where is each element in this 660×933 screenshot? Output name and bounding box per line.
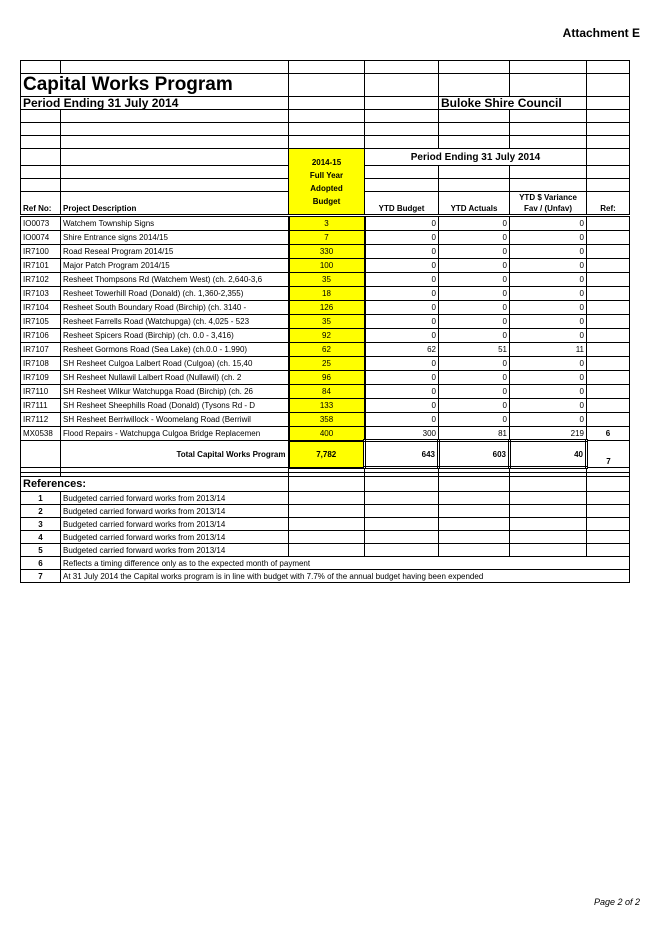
ytd-budget-cell: 0 [365,216,439,231]
ytd-budget-cell: 0 [365,231,439,245]
budget-cell: 330 [289,245,365,259]
variance-cell: 0 [510,413,587,427]
table-cell [439,477,510,492]
variance-cell: 0 [510,399,587,413]
description-cell: Major Patch Program 2014/15 [61,259,289,273]
total-label: Total Capital Works Program [61,441,289,468]
table-cell [439,531,510,544]
ytd-budget-cell: 0 [365,301,439,315]
table-cell [587,492,630,505]
ref-no-cell: IR7109 [21,371,61,385]
table-cell [289,518,365,531]
table-cell [510,518,587,531]
ref-no-cell: IR7110 [21,385,61,399]
reference-row [21,570,630,583]
ytd-budget-cell: 62 [365,343,439,357]
variance-cell: 219 [510,427,587,441]
ref-no-header: Ref No: [21,192,61,216]
table-cell [587,544,630,557]
reference-number: 6 [21,557,61,570]
description-cell: SH Resheet Nullawil Lalbert Road (Nullawil) (ch. 2 [61,371,289,385]
variance-cell: 11 [510,343,587,357]
description-cell: Resheet Gormons Road (Sea Lake) (ch.0.0 - 1.990) [61,343,289,357]
ytd-actuals-cell: 81 [439,427,510,441]
ytd-actuals-cell: 0 [439,273,510,287]
ref-no-cell: IR7101 [21,259,61,273]
variance-cell: 0 [510,329,587,343]
variance-cell: 0 [510,245,587,259]
table-row [21,399,630,413]
description-cell: SH Resheet Culgoa Lalbert Road (Culgoa) (ch. 15,40 [61,357,289,371]
ref-cell: 6 [587,427,630,441]
variance-cell: 0 [510,216,587,231]
period-header: Period Ending 31 July 2014 [365,149,587,166]
ref-no-cell: IR7111 [21,399,61,413]
reference-text: Budgeted carried forward works from 2013/14 [61,531,289,544]
table-cell [510,477,587,492]
table-row [21,301,630,315]
ytd-actuals-cell: 51 [439,343,510,357]
ref-no-cell: IO0074 [21,231,61,245]
reference-row [21,557,630,570]
ref-no-cell: IR7104 [21,301,61,315]
ytd-budget-cell: 0 [365,413,439,427]
council-name: Buloke Shire Council [439,97,587,110]
description-cell: Road Reseal Program 2014/15 [61,245,289,259]
table-row [21,231,630,245]
reference-text: Budgeted carried forward works from 2013/14 [61,505,289,518]
reference-text: Reflects a timing difference only as to the expected month of payment [61,557,630,570]
ytd-budget-cell: 300 [365,427,439,441]
reference-number: 2 [21,505,61,518]
table-row [21,385,630,399]
page-title: Capital Works Program [21,74,289,97]
description-cell: Flood Repairs - Watchupga Culgoa Bridge Replacemen [61,427,289,441]
variance-cell: 0 [510,357,587,371]
ref-no-cell: IR7112 [21,413,61,427]
ref-cell [587,245,630,259]
ytd-actuals-cell: 0 [439,216,510,231]
ytd-budget-cell: 0 [365,259,439,273]
ytd-actuals-cell: 0 [439,385,510,399]
table-cell [510,505,587,518]
description-cell: SH Resheet Berriwillock - Woomelang Road (Berriwil [61,413,289,427]
table-row [21,315,630,329]
ref-header: Ref: [587,192,630,216]
description-cell: Shire Entrance signs 2014/15 [61,231,289,245]
page-footer: Page 2 of 2 [593,897,640,907]
ytd-budget-cell: 0 [365,329,439,343]
ytd-actuals-cell: 0 [439,399,510,413]
table-cell [289,531,365,544]
budget-cell: 92 [289,329,365,343]
budget-cell: 62 [289,343,365,357]
ytd-actuals-cell: 0 [439,413,510,427]
ref-no-cell: IR7103 [21,287,61,301]
ytd-budget-header: YTD Budget [365,192,439,216]
variance-cell: 0 [510,371,587,385]
budget-cell: 7 [289,231,365,245]
table-cell [21,441,61,468]
table-row [21,287,630,301]
budget-header: 2014-15 Full Year Adopted Budget [289,149,365,216]
table-cell [439,492,510,505]
table-cell [439,518,510,531]
period-label: Period Ending 31 July 2014 [21,97,289,110]
table-row [21,329,630,343]
ref-cell [587,273,630,287]
table-row [21,427,630,441]
ytd-actuals-cell: 0 [439,357,510,371]
description-cell: Resheet South Boundary Road (Birchip) (ch. 3140 - [61,301,289,315]
reference-row [21,505,630,518]
table-cell [365,492,439,505]
ytd-actuals-cell: 0 [439,245,510,259]
variance-cell: 0 [510,287,587,301]
reference-number: 1 [21,492,61,505]
ytd-actuals-cell: 0 [439,287,510,301]
table-cell [365,531,439,544]
table-cell [365,544,439,557]
ref-cell [587,399,630,413]
ref-no-cell: IR7105 [21,315,61,329]
variance-cell: 0 [510,273,587,287]
ref-no-cell: IO0073 [21,216,61,231]
table-cell [365,505,439,518]
ytd-budget-cell: 0 [365,357,439,371]
ref-cell [587,357,630,371]
budget-cell: 96 [289,371,365,385]
budget-cell: 126 [289,301,365,315]
description-cell: Resheet Farrells Road (Watchupga) (ch. 4,025 - 523 [61,315,289,329]
ytd-budget-cell: 0 [365,245,439,259]
ref-cell [587,301,630,315]
table-cell [587,477,630,492]
total-variance: 40 [510,441,587,468]
ytd-actuals-cell: 0 [439,301,510,315]
reference-number: 4 [21,531,61,544]
ref-no-cell: IR7108 [21,357,61,371]
capital-works-table [20,60,630,583]
variance-header: YTD $ Variance Fav / (Unfav) [510,192,587,216]
ref-cell [587,315,630,329]
ref-no-cell: MX0538 [21,427,61,441]
budget-cell: 84 [289,385,365,399]
ref-no-cell: IR7107 [21,343,61,357]
total-budget: 7,782 [289,441,365,468]
total-row [21,441,630,468]
ref-no-cell: IR7106 [21,329,61,343]
budget-cell: 3 [289,216,365,231]
ytd-budget-cell: 0 [365,315,439,329]
ytd-actuals-cell: 0 [439,315,510,329]
reference-row [21,492,630,505]
ref-cell [587,287,630,301]
description-cell: SH Resheet Sheephills Road (Donald) (Tysons Rd - D [61,399,289,413]
table-cell [439,544,510,557]
budget-cell: 18 [289,287,365,301]
table-cell [365,477,439,492]
ytd-actuals-cell: 0 [439,231,510,245]
table-cell [439,505,510,518]
reference-text: Budgeted carried forward works from 2013/14 [61,518,289,531]
ref-cell [587,385,630,399]
description-cell: Resheet Towerhill Road (Donald) (ch. 1,360-2,355) [61,287,289,301]
ref-cell [587,231,630,245]
budget-cell: 358 [289,413,365,427]
reference-row [21,544,630,557]
ref-cell [587,343,630,357]
budget-cell: 400 [289,427,365,441]
table-row [21,273,630,287]
table-cell [587,505,630,518]
table-cell [587,531,630,544]
budget-cell: 25 [289,357,365,371]
table-row [21,343,630,357]
description-cell: SH Resheet Wilkur Watchupga Road (Birchip) (ch. 26 [61,385,289,399]
description-cell: Watchem Township Signs [61,216,289,231]
reference-number: 7 [21,570,61,583]
variance-cell: 0 [510,385,587,399]
reference-row [21,518,630,531]
reference-text: Budgeted carried forward works from 2013/14 [61,492,289,505]
table-cell [289,544,365,557]
ref-no-cell: IR7100 [21,245,61,259]
variance-cell: 0 [510,301,587,315]
ref-no-cell: IR7102 [21,273,61,287]
attachment-label: Attachment E [562,26,640,40]
ref-cell [587,259,630,273]
total-ref: 7 [587,441,630,468]
budget-cell: 35 [289,273,365,287]
ytd-actuals-header: YTD Actuals [439,192,510,216]
ytd-budget-cell: 0 [365,371,439,385]
description-cell: Resheet Thompsons Rd (Watchem West) (ch. 2,640-3,6 [61,273,289,287]
budget-cell: 35 [289,315,365,329]
ref-cell [587,371,630,385]
variance-cell: 0 [510,259,587,273]
ytd-actuals-cell: 0 [439,329,510,343]
variance-cell: 0 [510,231,587,245]
reference-number: 5 [21,544,61,557]
ytd-budget-cell: 0 [365,399,439,413]
total-ytd-actuals: 603 [439,441,510,468]
budget-cell: 100 [289,259,365,273]
description-cell: Resheet Spicers Road (Birchip) (ch. 0.0 - 3,416) [61,329,289,343]
table-row [21,357,630,371]
table-cell [510,531,587,544]
ytd-actuals-cell: 0 [439,259,510,273]
reference-text: Budgeted carried forward works from 2013/14 [61,544,289,557]
table-cell [587,518,630,531]
reference-text: At 31 July 2014 the Capital works program is in line with budget with 7.7% of the annual budget having been expended [61,570,630,583]
ref-cell [587,216,630,231]
ref-cell [587,329,630,343]
ytd-budget-cell: 0 [365,385,439,399]
table-row [21,216,630,231]
table-row [21,245,630,259]
table-cell [510,544,587,557]
table-cell [510,492,587,505]
table-cell [289,477,365,492]
reference-number: 3 [21,518,61,531]
table-cell [289,505,365,518]
total-ytd-budget: 643 [365,441,439,468]
variance-cell: 0 [510,315,587,329]
table-row [21,371,630,385]
table-cell [289,492,365,505]
table-row [21,413,630,427]
table-cell [365,518,439,531]
references-title: References: [21,477,289,492]
table-row [21,259,630,273]
ytd-budget-cell: 0 [365,273,439,287]
ytd-budget-cell: 0 [365,287,439,301]
budget-cell: 133 [289,399,365,413]
description-header: Project Description [61,192,289,216]
reference-row [21,531,630,544]
ref-cell [587,413,630,427]
ytd-actuals-cell: 0 [439,371,510,385]
